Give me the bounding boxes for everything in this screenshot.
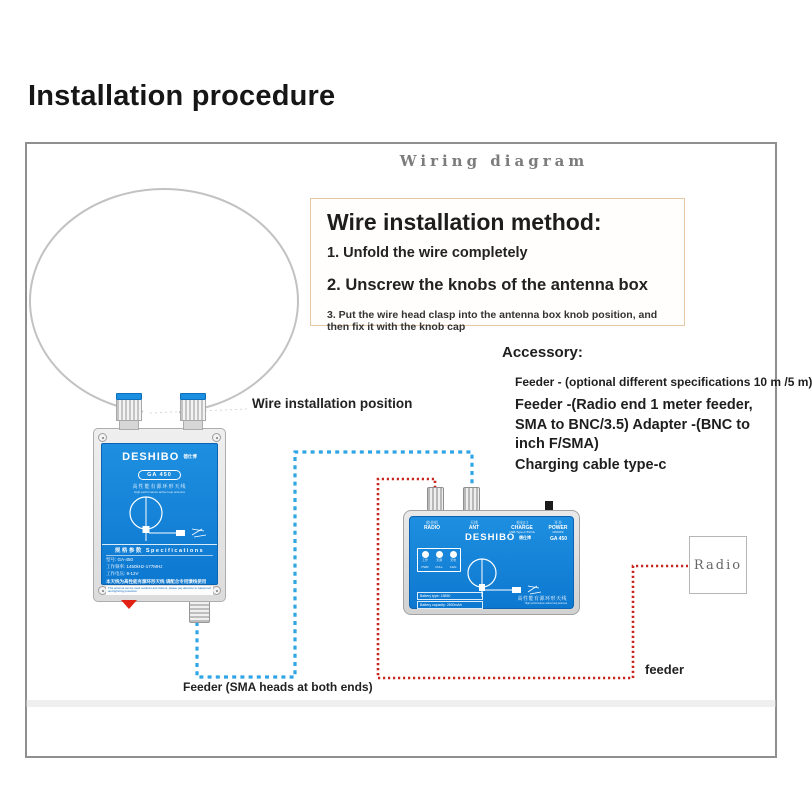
screw-icon <box>212 433 221 442</box>
radio-box-label: Radio <box>693 557 743 573</box>
brand-text: DESHIBO <box>122 451 180 463</box>
wire-installation-method-box <box>310 198 685 333</box>
brand-logo <box>465 532 531 543</box>
port-label-ant <box>469 521 479 531</box>
wire-installation-position-label: Wire installation position <box>252 396 413 411</box>
port-cn: 天线 <box>470 520 478 525</box>
led-indicator-box <box>417 548 461 572</box>
battery-info <box>417 592 483 610</box>
led-label: 充满 FULL <box>435 558 443 570</box>
panel-subtitle-cn: 高性能有源环形天线 <box>517 596 567 602</box>
specs-header <box>106 546 213 556</box>
spec-row: 工作频率: 1450kHz-177MHz <box>106 564 163 570</box>
feeder-sma-label: Feeder (SMA heads at both ends) <box>183 680 373 694</box>
knob-cap <box>180 393 206 400</box>
port-cn: 收音机 <box>426 520 438 525</box>
led-icon <box>436 551 443 558</box>
method-step-2: 2. Unscrew the knobs of the antenna box <box>327 276 648 294</box>
panel-subtitle <box>517 595 567 605</box>
sma-connector-ant[interactable] <box>463 487 480 512</box>
panel-subtitle-en: High performance active loop antenna <box>524 602 567 605</box>
control-box-front-panel <box>409 516 574 609</box>
port-en: POWER <box>548 524 568 531</box>
spec-footnote: This antenna can be used outdoors and indoors, please pay attention to waterproof and lightning protection <box>106 586 213 595</box>
sma-connector-radio[interactable] <box>427 487 444 512</box>
port-label-radio <box>424 521 440 531</box>
knob-threads <box>180 400 206 421</box>
power-switch[interactable] <box>545 501 553 510</box>
antenna-box-front-panel <box>101 443 218 594</box>
wiring-diagram-title: Wiring diagram <box>399 152 589 170</box>
screw-icon <box>98 433 107 442</box>
loop-schematic-icon <box>108 495 212 543</box>
led-label: 充电 CHG <box>449 558 457 570</box>
sma-connector[interactable] <box>189 599 210 623</box>
spec-row: 型号: GA-450 <box>106 557 134 562</box>
battery-type-row: Battery type: 18650 <box>417 592 483 600</box>
knob-neck <box>183 421 203 430</box>
feeder-label: feeder <box>645 662 685 677</box>
accessory-item: Charging cable type-c <box>515 456 667 473</box>
port-en: CHARGE <box>511 524 533 531</box>
knob-cap <box>116 393 142 400</box>
radio-box <box>689 536 747 594</box>
model-badge: GA 450 <box>138 470 181 480</box>
brand-logo <box>102 451 217 463</box>
led-label: 工作 PWR <box>421 558 429 570</box>
accessory-item: Feeder -(Radio end 1 meter feeder, SMA to BNC/3.5) Adapter -(BNC to inch F/SMA) <box>515 397 753 453</box>
brand-text: DESHIBO <box>465 532 516 543</box>
page-title: Installation procedure <box>28 80 336 112</box>
port-cn: 充电口 <box>516 520 528 525</box>
accessory-section <box>502 344 812 473</box>
photo-artifact-band <box>26 700 776 707</box>
method-step-1: 1. Unfold the wire completely <box>327 245 528 261</box>
knob-threads <box>116 400 142 421</box>
specs-header-en: Specifications <box>145 548 205 554</box>
method-step-3: 3. Put the wire head clasp into the antenna box knob position, and then fix it with the knob cap <box>327 309 658 333</box>
specifications-block <box>102 544 217 595</box>
panel-subtitle-cn: 高性能有源环形天线 <box>132 484 187 490</box>
led-icon <box>450 551 457 558</box>
spec-row: 本天线为高性能有源环形天线 请配合专用馈线使用 <box>106 578 207 584</box>
antenna-box-device <box>93 428 226 602</box>
antenna-knob[interactable] <box>116 393 142 430</box>
accessory-item: Feeder - (optional different specifications 10 m /5 m) <box>515 375 812 389</box>
port-en: ANT <box>468 524 480 531</box>
port-label-power <box>549 521 568 535</box>
port-cn: 开关 <box>553 520 562 525</box>
spec-row: 工作电压: 9-12V <box>106 571 139 577</box>
knob-neck <box>119 421 139 430</box>
led-icon <box>422 551 429 558</box>
model-badge: GA 450 <box>549 536 567 542</box>
port-sub: ON/OFF <box>552 530 564 535</box>
battery-capacity-row: Battery capacity: 2600mAh <box>417 601 483 609</box>
port-en: RADIO <box>423 524 441 531</box>
accessory-title: Accessory: <box>502 344 583 361</box>
specs-header-cn: 规格参数 <box>114 548 143 554</box>
brand-text-cn: 德仕博 <box>518 535 531 540</box>
antenna-knob[interactable] <box>180 393 206 430</box>
method-title: Wire installation method: <box>327 209 602 235</box>
brand-text-cn: 德仕博 <box>183 454 197 459</box>
panel-subtitle-en: High performance active loop antenna <box>134 490 185 494</box>
control-box-device <box>403 510 580 615</box>
port-sub: USB Type-C 5V/1A <box>509 530 535 535</box>
